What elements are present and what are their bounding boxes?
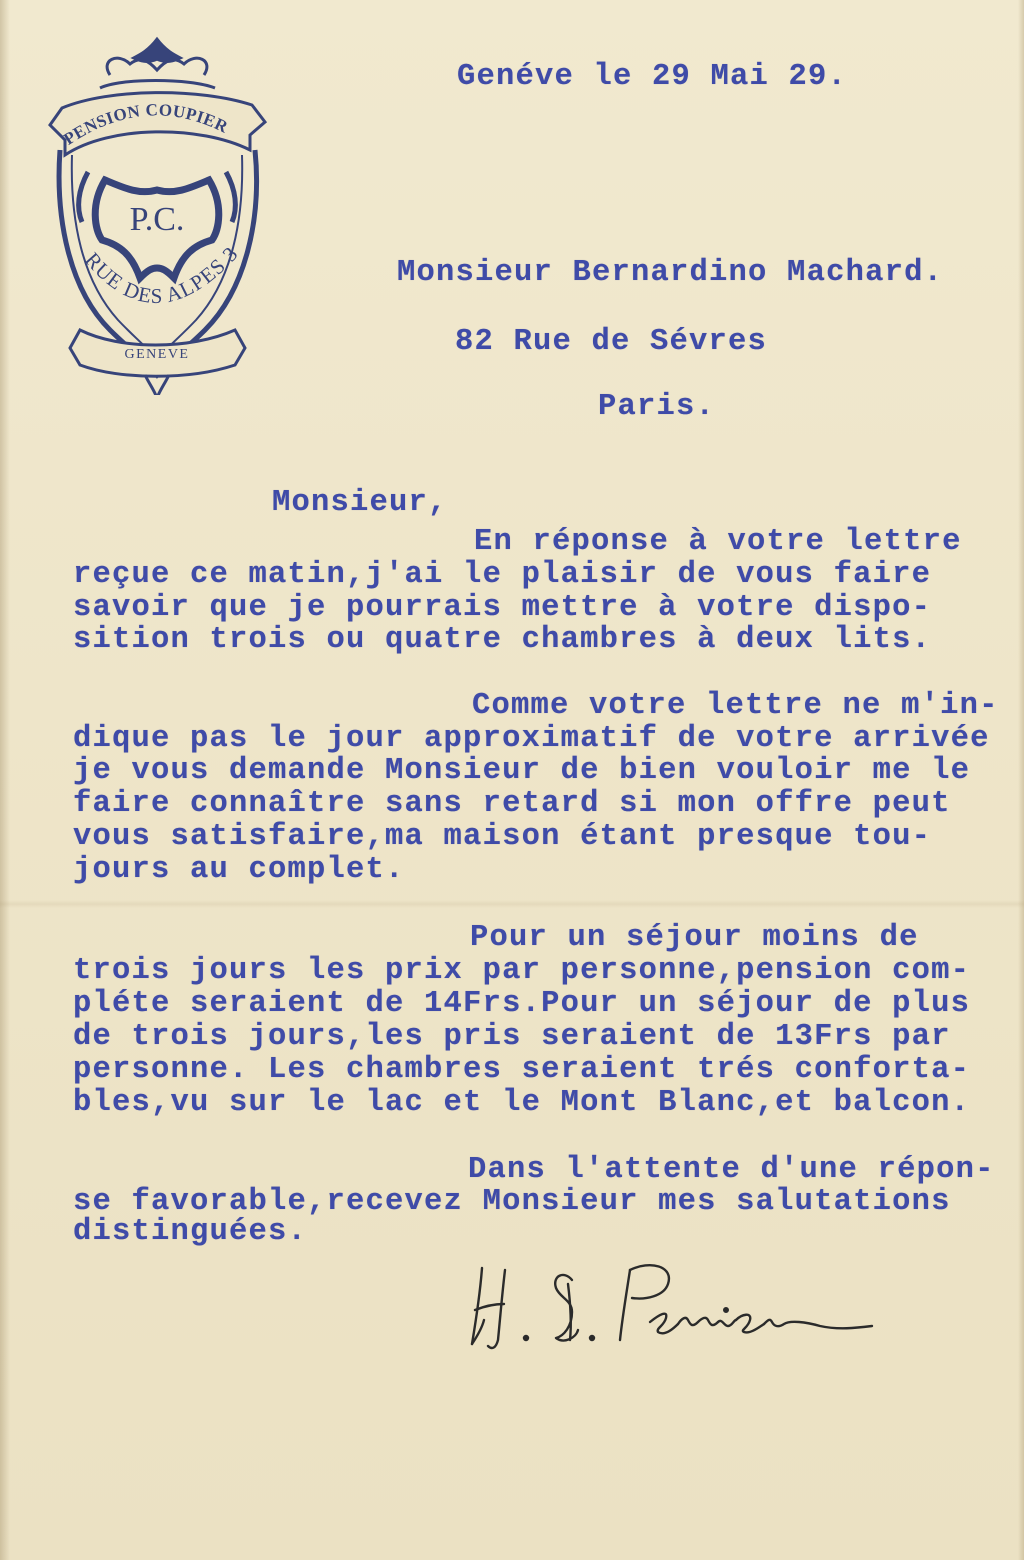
body-line: dique pas le jour approximatif de votre arrivée [73, 722, 990, 756]
paper-fold-crease [0, 900, 1024, 908]
body-line: se favorable,recevez Monsieur mes salutations [73, 1185, 951, 1219]
body-line: pléte seraient de 14Frs.Pour un séjour de plus [73, 987, 971, 1021]
letterhead-street: RUE DES ALPES 3 [80, 241, 243, 309]
svg-text:RUE DES ALPES 3 [80, 241, 243, 308]
recipient-city: Paris. [598, 390, 716, 424]
recipient-name: Monsieur Bernardino Machard. [397, 256, 944, 290]
body-line: sition trois ou quatre chambres à deux lits. [73, 623, 932, 657]
body-line: Dans l'attente d'une répon- [468, 1153, 995, 1187]
paper-edge [0, 0, 10, 1560]
body-line: savoir que je pourrais mettre à votre dispo- [73, 591, 932, 625]
letterhead-seal-logo [40, 30, 275, 395]
body-line: trois jours les prix par personne,pension com- [73, 954, 971, 988]
recipient-street: 82 Rue de Sévres [455, 325, 768, 359]
letterhead-city: GENEVE [124, 347, 190, 362]
date-line: Genéve le 29 Mai 29. [457, 60, 848, 94]
body-line: reçue ce matin,j'ai le plaisir de vous faire [73, 558, 932, 592]
letterhead-name: PENSION COUPIER [60, 100, 232, 149]
body-line: jours au complet. [73, 853, 405, 887]
body-line: personne. Les chambres seraient trés conforta- [73, 1053, 971, 1087]
letterhead-monogram: P.C. [129, 201, 185, 238]
body-line: faire connaître sans retard si mon offre peut [73, 787, 951, 821]
body-line: Comme votre lettre ne m'in- [472, 689, 999, 723]
body-line: En réponse à votre lettre [474, 525, 962, 559]
body-line: distinguées. [73, 1215, 308, 1249]
body-line: de trois jours,les pris seraient de 13Frs par [73, 1020, 951, 1054]
body-line: vous satisfaire,ma maison étant presque tou- [73, 820, 932, 854]
body-line: Pour un séjour moins de [470, 921, 919, 955]
body-line: je vous demande Monsieur de bien vouloir me le [73, 754, 971, 788]
body-line: bles,vu sur le lac et le Mont Blanc,et balcon. [73, 1086, 971, 1120]
handwritten-signature [460, 1240, 880, 1360]
salutation: Monsieur, [272, 486, 448, 520]
paper-edge [1018, 0, 1024, 1560]
